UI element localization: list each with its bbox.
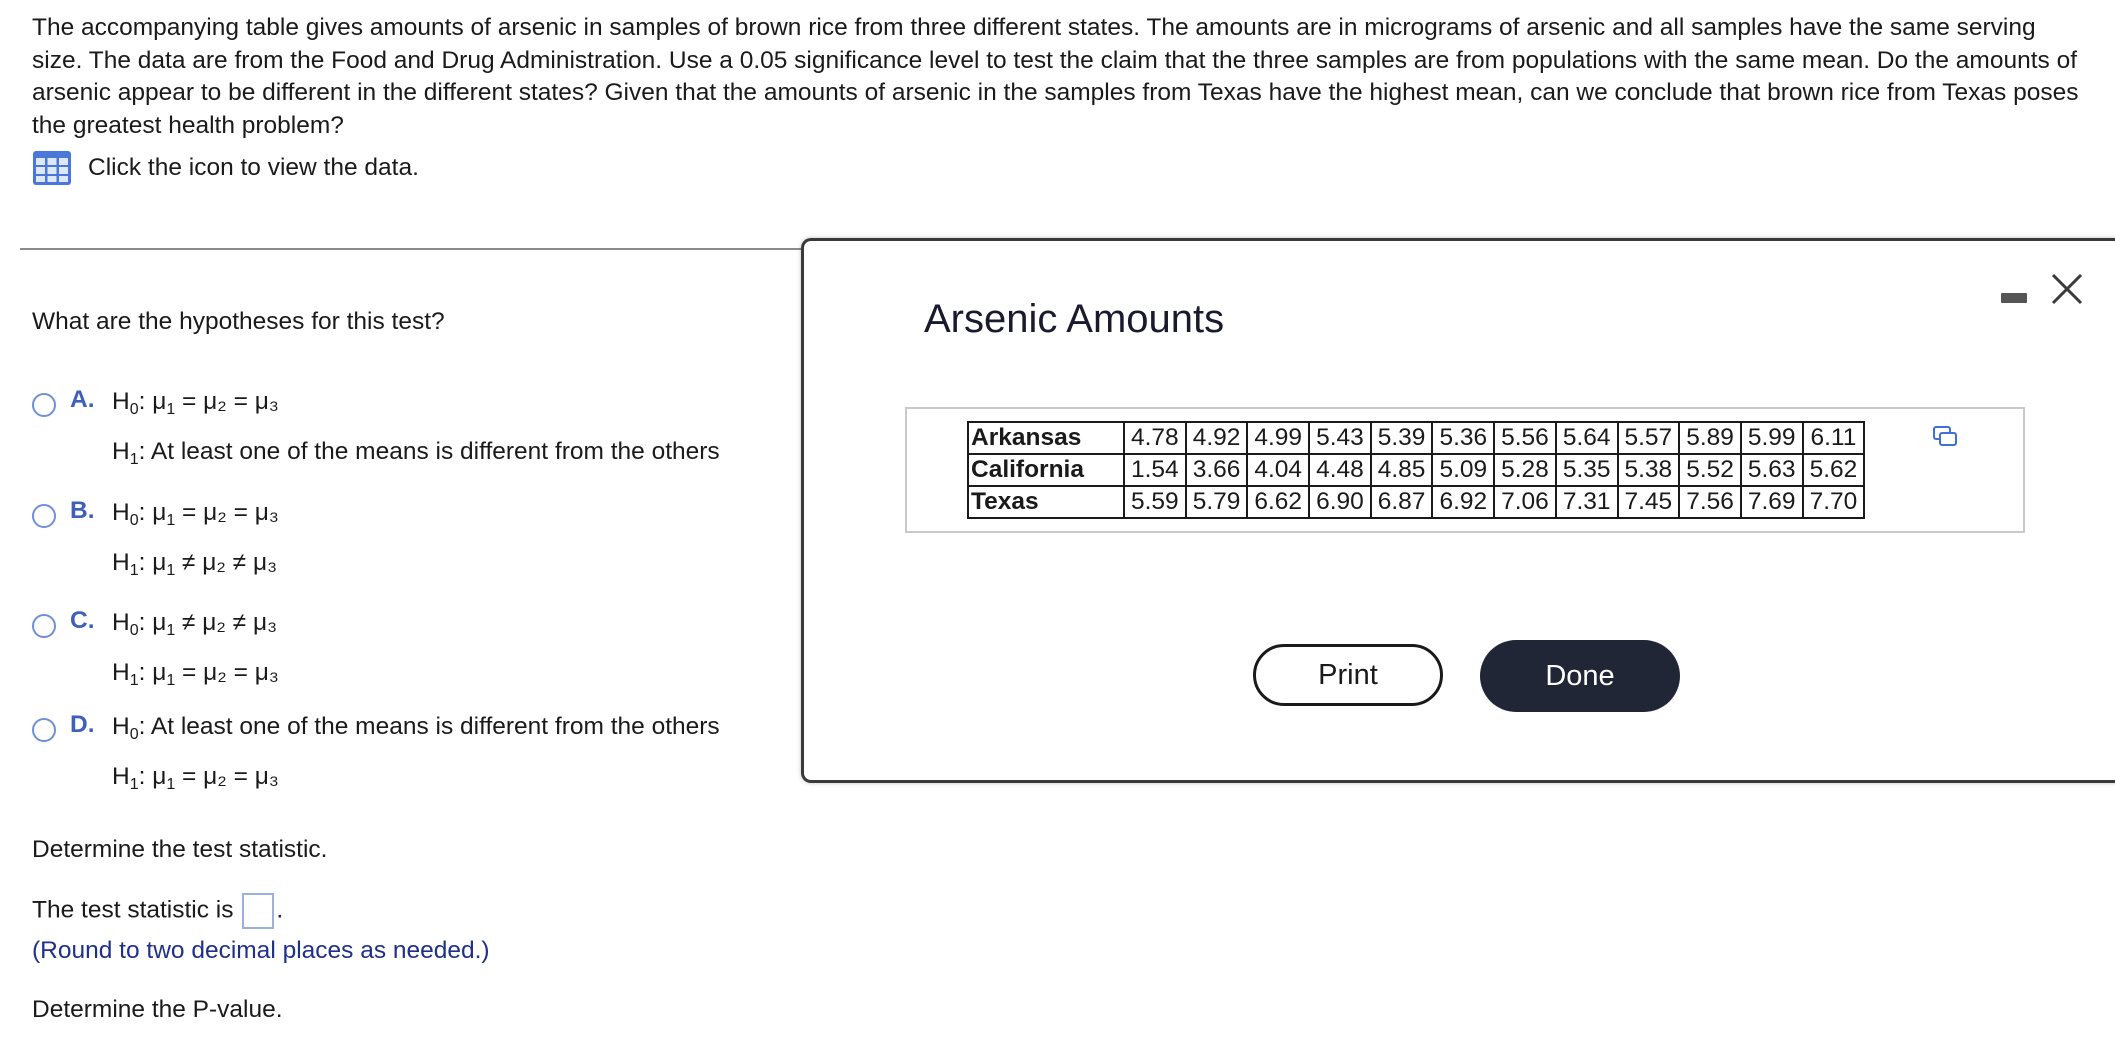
option-c-h1: $H_1$: $\mu_1 = \mu_2 = \mu_3$ xyxy=(112,659,279,689)
table-cell: 5.57 xyxy=(1618,422,1680,454)
test-statistic-prompt: Determine the test statistic. xyxy=(32,836,328,863)
option-b-h0: $H_0$: $\mu_1 = \mu_2 = \mu_3$ xyxy=(112,499,279,529)
option-b[interactable] xyxy=(32,497,279,592)
table-cell: 5.79 xyxy=(1186,486,1248,518)
table-cell: 5.63 xyxy=(1741,454,1803,486)
table-row xyxy=(968,422,1864,454)
table-cell: 6.90 xyxy=(1309,486,1371,518)
table-cell: 3.66 xyxy=(1186,454,1248,486)
test-statistic-label: The test statistic is xyxy=(32,896,234,924)
option-b-letter: B. xyxy=(70,497,95,524)
answer-period: . xyxy=(276,896,284,924)
section-divider xyxy=(20,248,810,250)
table-cell: 5.38 xyxy=(1618,454,1680,486)
row-label: Arkansas xyxy=(968,422,1124,454)
table-cell: 4.04 xyxy=(1247,454,1309,486)
table-cell: 5.35 xyxy=(1556,454,1618,486)
table-cell: 6.92 xyxy=(1432,486,1494,518)
table-cell: 7.31 xyxy=(1556,486,1618,518)
table-cell: 5.59 xyxy=(1124,486,1186,518)
table-cell: 5.39 xyxy=(1371,422,1433,454)
table-cell: 5.09 xyxy=(1432,454,1494,486)
table-cell: 7.06 xyxy=(1494,486,1556,518)
table-cell: 6.62 xyxy=(1247,486,1309,518)
view-data-link-text[interactable]: Click the icon to view the data. xyxy=(88,154,419,181)
table-cell: 7.69 xyxy=(1741,486,1803,518)
option-d-letter: D. xyxy=(70,711,95,738)
option-d-radio[interactable] xyxy=(32,718,56,742)
question-text: The accompanying table gives amounts of arsenic in samples of brown rice from three different states. The amounts are in micrograms of arsenic and all samples have the same serving size. The data are from the Food and Drug Administration. Use a 0.05 significance level to test the claim that the three samples are from populations with the same mean. Do the amounts of arsenic appear to be different in the different states? Given that the amounts of arsenic in the samples from Texas have the highest mean, can we conclude that brown rice from Texas poses the greatest health problem? xyxy=(32,14,2079,139)
row-label: Texas xyxy=(968,486,1124,518)
table-cell: 4.99 xyxy=(1247,422,1309,454)
option-c[interactable] xyxy=(32,607,279,702)
table-cell: 4.48 xyxy=(1309,454,1371,486)
table-cell: 5.62 xyxy=(1803,454,1865,486)
table-cell: 7.45 xyxy=(1618,486,1680,518)
done-button[interactable]: Done xyxy=(1480,640,1680,712)
option-a-h1: $H_1$: At least one of the means is different from the others xyxy=(112,438,720,468)
table-cell: 7.56 xyxy=(1679,486,1741,518)
table-cell: 5.89 xyxy=(1679,422,1741,454)
table-cell: 6.11 xyxy=(1803,422,1865,454)
table-cell: 5.56 xyxy=(1494,422,1556,454)
view-data-link[interactable] xyxy=(32,150,419,186)
option-a-letter: A. xyxy=(70,386,95,413)
rounding-hint: (Round to two decimal places as needed.) xyxy=(32,937,490,964)
p-value-prompt: Determine the P-value. xyxy=(32,996,283,1023)
test-statistic-answer-line xyxy=(32,893,283,929)
copy-icon[interactable] xyxy=(1932,425,1958,449)
print-button[interactable]: Print xyxy=(1253,644,1443,706)
option-a[interactable] xyxy=(32,386,720,481)
option-c-h0: $H_0$: $\mu_1 \ne \mu_2 \ne \mu_3$ xyxy=(112,609,278,639)
option-c-letter: C. xyxy=(70,607,95,634)
table-row xyxy=(968,486,1864,518)
data-modal xyxy=(801,238,2115,783)
option-c-radio[interactable] xyxy=(32,614,56,638)
option-d-h1: $H_1$: $\mu_1 = \mu_2 = \mu_3$ xyxy=(112,763,279,793)
table-cell: 1.54 xyxy=(1124,454,1186,486)
option-a-radio[interactable] xyxy=(32,393,56,417)
option-a-h0: $H_0$: $\mu_1 = \mu_2 = \mu_3$ xyxy=(112,388,279,418)
table-cell: 4.78 xyxy=(1124,422,1186,454)
table-cell: 7.70 xyxy=(1803,486,1865,518)
table-cell: 5.43 xyxy=(1309,422,1371,454)
modal-title: Arsenic Amounts xyxy=(924,297,1225,341)
data-table-frame xyxy=(905,407,2025,533)
minimize-icon[interactable] xyxy=(2001,293,2027,303)
test-statistic-input[interactable] xyxy=(242,893,274,929)
option-d-h0: $H_0$: At least one of the means is different from the others xyxy=(112,713,720,743)
grid-table-icon[interactable] xyxy=(32,150,72,186)
arsenic-table xyxy=(967,421,1865,519)
table-cell: 4.92 xyxy=(1186,422,1248,454)
row-label: California xyxy=(968,454,1124,486)
hypotheses-prompt: What are the hypotheses for this test? xyxy=(32,308,445,335)
table-cell: 5.28 xyxy=(1494,454,1556,486)
table-cell: 6.87 xyxy=(1371,486,1433,518)
table-cell: 4.85 xyxy=(1371,454,1433,486)
table-cell: 5.36 xyxy=(1432,422,1494,454)
table-cell: 5.64 xyxy=(1556,422,1618,454)
option-b-h1: $H_1$: $\mu_1 \ne \mu_2 \ne \mu_3$ xyxy=(112,549,278,579)
option-b-radio[interactable] xyxy=(32,504,56,528)
option-d[interactable] xyxy=(32,711,720,806)
table-cell: 5.52 xyxy=(1679,454,1741,486)
close-icon[interactable] xyxy=(2049,271,2085,307)
table-cell: 5.99 xyxy=(1741,422,1803,454)
table-row xyxy=(968,454,1864,486)
